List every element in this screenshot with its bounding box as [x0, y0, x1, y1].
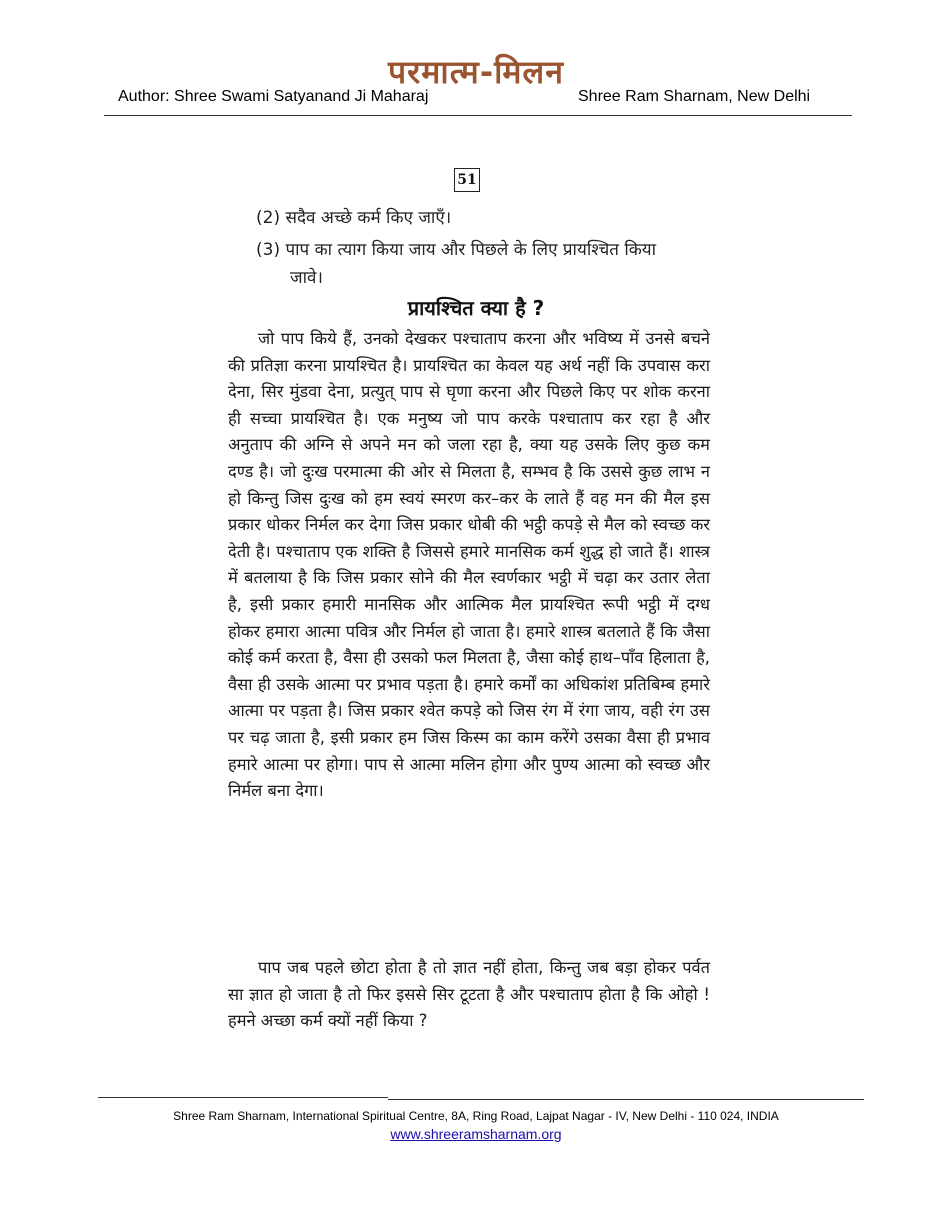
list-item-continuation: जावे।	[290, 268, 323, 288]
body-paragraph: जो पाप किये हैं, उनको देखकर पश्चाताप करना और भविष्य में उनसे बचने की प्रतिज्ञा करना प्रायश्चित है। प्रायश्चित का केवल यह अर्थ नहीं कि उपवास करा देना, सिर मुंडवा देना, प्रत्युत् पाप से घृणा करना और पिछले किए पर शोक करना ही सच्चा प्रायश्चित है। एक मनुष्य जो पाप करके पश्चाताप कर रहा है और अनुताप की अग्नि से अपने मन को जला रहा है, क्या यह उसके लिए कुछ कम दण्ड है। जो दुःख परमात्मा की ओर से मिलता है, सम्भव है कि उससे कुछ लाभ न हो किन्तु जिस दुःख को हम स्वयं स्मरण कर–कर के लाते हैं वह मन की मैल इस प्रकार धोकर निर्मल कर देगा जिस प्रकार धोबी की भट्ठी कपड़े से मैल को स्वच्छ कर देती है। पश्चाताप एक शक्ति है जिससे हमारे मानसिक कर्म शुद्ध हो जाते हैं। शास्त्र में बतलाया है कि जिस प्रकार सोने की मैल स्वर्णकार भट्ठी में चढ़ा कर उतार लेता है, इसी प्रकार हमारी मानसिक और आत्मिक मैल प्रायश्चित रूपी भट्ठी में दग्ध होकर हमारा आत्मा पवित्र और निर्मल हो जाता है। हमारे शास्त्र बतलाते हैं कि जैसा कोई कर्म करता है, वैसा ही उसको फल मिलता है, जैसा कोई हाथ–पाँव हिलाता है, वैसा ही उसके आत्मा पर प्रभाव पड़ता है। हमारे कर्मों का अधिकांश प्रतिबिम्ब हमारे आत्मा पर पड़ता है। जिस प्रकार श्वेत कपड़े को जिस रंग में रंगा जाय, वही रंग उस पर चढ़ जाता है, इसी प्रकार हम जिस किस्म का काम करेंगे उसका वैसा ही प्रभाव हमारे आत्मा पर होगा। पाप से आत्मा मलिन होगा और पुण्य आत्मा को स्वच्छ और निर्मल बना देगा।	[228, 329, 710, 801]
footer-address: Shree Ram Sharnam, International Spiritual Centre, 8A, Ring Road, Lajpat Nagar - IV, New Delhi - 110 024, INDIA	[173, 1109, 779, 1123]
website-link[interactable]: www.shreeramsharnam.org	[390, 1126, 562, 1142]
footer-divider	[98, 1097, 388, 1098]
list-item: (3) पाप का त्याग किया जाय और पिछले के लिए प्रायश्चित किया	[256, 240, 657, 260]
header-divider	[104, 115, 852, 116]
book-title-logo: परमात्म-मिलन	[388, 53, 564, 91]
body-paragraph: पाप जब पहले छोटा होता है तो ज्ञात नहीं होता, किन्तु जब बड़ा होकर पर्वत सा ज्ञात हो जाता है तो फिर इससे सिर टूटता है और पश्चाताप होता है कि ओहो ! हमने अच्छा कर्म क्यों नहीं किया ?	[228, 958, 710, 1031]
publisher-line: Shree Ram Sharnam, New Delhi	[578, 88, 811, 105]
section-heading: प्रायश्चित क्या है ?	[407, 296, 545, 320]
footer-website	[0, 1126, 952, 1142]
list-item: (2) सदैव अच्छे कर्म किए जाएँ।	[256, 208, 452, 228]
page-number: 51	[454, 168, 480, 192]
footer-divider	[388, 1099, 864, 1100]
author-line: Author: Shree Swami Satyanand Ji Maharaj	[118, 88, 429, 105]
